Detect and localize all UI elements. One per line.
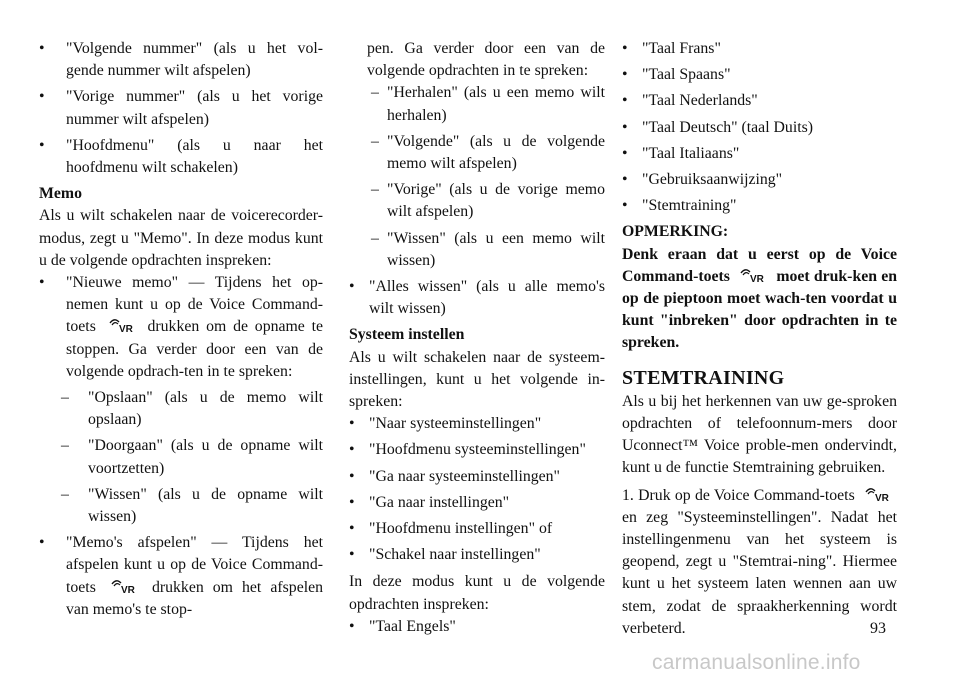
memo-intro: Als u wilt schakelen naar de voicerecorder-modus, zegt u "Memo". In deze modus kunt u de volgende opdrachten inspreken: <box>39 207 323 269</box>
mode-intro: In deze modus kunt u de volgende opdrachten inspreken: <box>349 573 605 613</box>
column-2 <box>349 38 605 642</box>
new-memo-text-a: "Nieuwe memo" — Tijdens het op-nemen kunt u op de Voice Command-toets <box>66 274 323 336</box>
list-item: • "Alles wissen" (als u alle memo's wilt wissen) <box>349 276 605 320</box>
page-number: 93 <box>870 620 886 637</box>
svg-text:VR: VR <box>750 273 765 283</box>
list-item: • "Taal Spaans" <box>622 64 897 86</box>
list-item: • "Stemtraining" <box>622 195 897 217</box>
note-label: OPMERKING: <box>622 223 729 241</box>
sub-list-item: – "Wissen" (als u de opname wilt wissen) <box>39 484 323 528</box>
svg-text:VR: VR <box>120 584 135 594</box>
new-memo-text-b: drukken om de opname te stoppen. Ga verder door een van de volgende opdrach-ten in te spreken: <box>66 318 324 380</box>
list-item: • "Ga naar instellingen" <box>349 492 605 514</box>
column-1 <box>39 38 323 625</box>
step-1 <box>622 485 897 640</box>
step-1-text-b: en zeg "Systeeminstellingen". Nadat het instellingenmenu van het systeem is geopend, zegt u "Stemtrai-ning". Hiermee kunt u het systeem laten wennen aan uw stem, zodat de spraakherkenning wordt verbeterd. <box>622 508 897 637</box>
voice-command-vr-icon <box>740 267 766 283</box>
play-memo-text-a: "Memo's afspelen" — Tijdens het afspelen kunt u op de Voice Command-toets <box>66 534 323 596</box>
list-item: • "Vorige nummer" (als u het vorige nummer wilt afspelen) <box>39 86 323 130</box>
list-item: • "Taal Frans" <box>622 38 897 60</box>
list-item: • "Gebruiksaanwijzing" <box>622 169 897 191</box>
sub-list-item: – "Doorgaan" (als u de opname wilt voortzetten) <box>39 435 323 479</box>
memo-heading: Memo <box>39 185 82 203</box>
voice-command-vr-icon <box>111 578 137 594</box>
voice-command-vr-icon <box>109 317 135 333</box>
list-item: • "Taal Deutsch" (taal Duits) <box>622 117 897 139</box>
sub-list-item: – "Vorige" (als u de vorige memo wilt afspelen) <box>349 179 605 223</box>
svg-text:VR: VR <box>875 492 889 502</box>
system-intro: Als u wilt schakelen naar de systeem-instellingen, kunt u het volgende in-spreken: <box>349 348 605 411</box>
voice-command-vr-icon <box>865 486 891 502</box>
play-memo-item <box>39 532 323 621</box>
system-heading: Systeem instellen <box>349 326 465 344</box>
column-3 <box>622 38 897 640</box>
list-item: • "Volgende nummer" (als u het vol-gende nummer wilt afspelen) <box>39 38 323 82</box>
svg-text:VR: VR <box>118 324 133 334</box>
section-title: STEMTRAINING <box>622 366 785 389</box>
section-intro: Als u bij het herkennen van uw ge-sproken opdrachten of telefoonnum-mers door Uconnect™ Voice proble-men ondervindt, kunt u de functie Stemtraining gebruiken. <box>622 392 897 477</box>
list-item: • "Naar systeeminstellingen" <box>349 413 605 435</box>
note-text <box>622 244 897 355</box>
list-item: • "Schakel naar instellingen" <box>349 544 605 566</box>
list-item: • "Hoofdmenu" (als u naar het hoofdmenu wilt schakelen) <box>39 135 323 179</box>
note-text-a: Denk eraan dat u eerst op de Voice Command-toets <box>622 245 897 285</box>
new-memo-item <box>39 272 323 383</box>
list-item: • "Taal Nederlands" <box>622 90 897 112</box>
sub-list-item: – "Herhalen" (als u een memo wilt herhalen) <box>349 82 605 126</box>
watermark: carmanualsonline.info <box>652 651 861 674</box>
sub-list-item: – "Volgende" (als u de volgende memo wilt afspelen) <box>349 131 605 175</box>
step-1-text-a: 1. Druk op de Voice Command-toets <box>622 486 855 504</box>
list-item: • "Ga naar systeeminstellingen" <box>349 466 605 488</box>
continuation-text: pen. Ga verder door een van de volgende opdrachten in te spreken: <box>367 40 605 80</box>
note-text-b: moet druk-ken en op de pieptoon moet wach-ten voordat u kunt "inbreken" door opdrachten in te spreken. <box>622 267 898 352</box>
list-item: • "Taal Engels" <box>349 616 605 638</box>
list-item: • "Taal Italiaans" <box>622 143 897 165</box>
sub-list-item: – "Wissen" (als u een memo wilt wissen) <box>349 228 605 272</box>
play-memo-text-b: drukken om het afspelen van memo's te stop- <box>66 578 324 618</box>
list-item: • "Hoofdmenu systeeminstellingen" <box>349 439 605 461</box>
sub-list-item: – "Opslaan" (als u de memo wilt opslaan) <box>39 387 323 431</box>
list-item: • "Hoofdmenu instellingen" of <box>349 518 605 540</box>
